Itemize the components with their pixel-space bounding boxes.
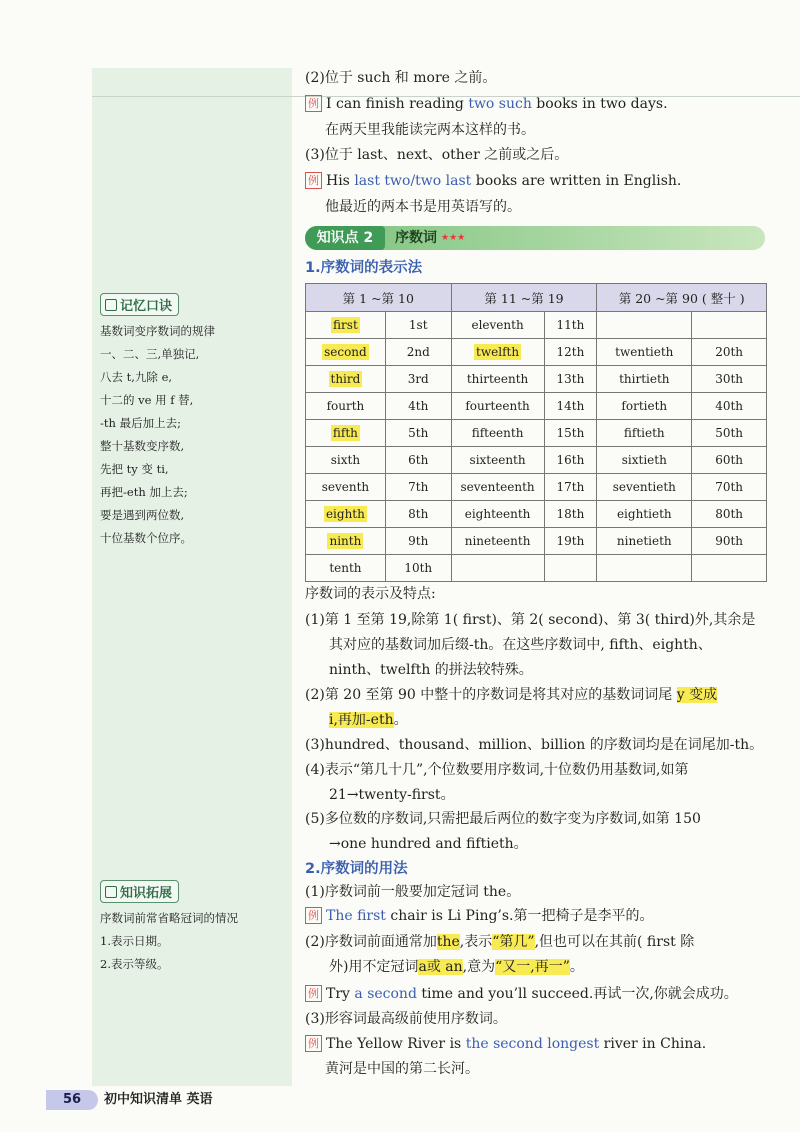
table-cell: ninetieth xyxy=(597,528,692,555)
table-row xyxy=(306,339,767,366)
text-line: (3)形容词最高级前使用序数词。 xyxy=(305,1011,507,1027)
text-line: (3)hundred、thousand、million、billion 的序数词均是在词尾加-th。 xyxy=(305,737,764,753)
table-header-row xyxy=(306,284,767,312)
example-mark: 例 xyxy=(305,1035,322,1052)
table-cell: ninth xyxy=(306,528,386,555)
sidebar-line: 要是遇到两位数, xyxy=(100,508,185,522)
table-cell: seventieth xyxy=(597,474,692,501)
note-icon xyxy=(105,886,117,898)
table-cell: 19th xyxy=(544,528,597,555)
table-cell: sixteenth xyxy=(451,447,544,474)
sidebar-line: 十二的 ve 用 f 替, xyxy=(100,393,194,407)
table-cell: 60th xyxy=(692,447,767,474)
table-cell: eightieth xyxy=(597,501,692,528)
table-cell: 7th xyxy=(385,474,451,501)
memo-box xyxy=(100,293,290,550)
sidebar-line: -th 最后加上去; xyxy=(100,416,181,430)
text-line: (3)位于 last、next、other 之前或之后。 xyxy=(305,147,569,163)
section-header xyxy=(305,226,765,250)
table-cell xyxy=(544,555,597,582)
table-cell: fiftieth xyxy=(597,420,692,447)
table-cell: 40th xyxy=(692,393,767,420)
table-cell: 9th xyxy=(385,528,451,555)
sidebar-line: 2.表示等级。 xyxy=(100,957,169,971)
sidebar-line: 再把-eth 加上去; xyxy=(100,485,188,499)
table-cell: tenth xyxy=(306,555,386,582)
table-cell: 4th xyxy=(385,393,451,420)
table-cell: third xyxy=(306,366,386,393)
text-line: (1)序数词前一般要加定冠词 the。 xyxy=(305,884,521,900)
book-title: 初中知识清单 英语 xyxy=(104,1092,213,1107)
text-line: 其对应的基数词加后缀-th。在这些序数词中, fifth、eighth、 xyxy=(329,637,712,653)
table-cell: seventeenth xyxy=(451,474,544,501)
table-row xyxy=(306,420,767,447)
section-label: 知识点 2 xyxy=(305,226,385,250)
table-cell: 15th xyxy=(544,420,597,447)
table-row xyxy=(306,555,767,582)
table-cell: seventh xyxy=(306,474,386,501)
translation-line: 他最近的两本书是用英语写的。 xyxy=(325,199,521,215)
text-line: (2)第 20 至第 90 中整十的序数词是将其对应的基数词词尾 y 变成 xyxy=(305,687,718,703)
sidebar-line: 八去 t,九除 e, xyxy=(100,370,173,384)
table-cell: fourteenth xyxy=(451,393,544,420)
text-line: 外)用不定冠词a或 an,意为“又一,再一”。 xyxy=(329,959,584,975)
extension-box xyxy=(100,880,290,976)
table-cell: twelfth xyxy=(451,339,544,366)
text-line: (2)序数词前面通常加the,表示“第几”,但也可以在其前( first 除 xyxy=(305,934,695,950)
table-cell: nineteenth xyxy=(451,528,544,555)
text-line: →one hundred and fiftieth。 xyxy=(329,836,528,852)
text-line: 序数词的表示及特点: xyxy=(305,586,436,602)
table-cell: twentieth xyxy=(597,339,692,366)
sidebar-line: 序数词前常省略冠词的情况 xyxy=(100,911,238,925)
table-cell: 6th xyxy=(385,447,451,474)
example-line: 例 His last two/two last books are written in English. xyxy=(305,171,681,191)
example-mark: 例 xyxy=(305,907,322,924)
table-cell xyxy=(597,312,692,339)
table-cell: 5th xyxy=(385,420,451,447)
sidebar-line: 十位基数个位序。 xyxy=(100,531,192,545)
table-header: 第 20 ~第 90 ( 整十 ) xyxy=(597,284,767,312)
example-line: 例 I can finish reading two such books in two days. xyxy=(305,94,668,114)
extension-title: 知识拓展 xyxy=(100,880,179,903)
table-header: 第 11 ~第 19 xyxy=(451,284,597,312)
table-cell: 11th xyxy=(544,312,597,339)
table-cell: 50th xyxy=(692,420,767,447)
table-cell: 14th xyxy=(544,393,597,420)
text-line: ninth、twelfth 的拼法较特殊。 xyxy=(329,662,533,678)
table-header: 第 1 ~第 10 xyxy=(306,284,452,312)
table-cell: first xyxy=(306,312,386,339)
table-cell: second xyxy=(306,339,386,366)
subheading: 2.序数词的用法 xyxy=(305,861,408,877)
example-mark: 例 xyxy=(305,985,322,1002)
section-title: 序数词 ★★★ xyxy=(395,230,466,246)
table-cell: 1st xyxy=(385,312,451,339)
sidebar-line: 整十基数变序数, xyxy=(100,439,185,453)
translation-line: 在两天里我能读完两本这样的书。 xyxy=(325,122,535,138)
table-cell: 18th xyxy=(544,501,597,528)
example-line: 例 The Yellow River is the second longest river in China. xyxy=(305,1034,706,1054)
table-row xyxy=(306,366,767,393)
table-cell: fifth xyxy=(306,420,386,447)
table-cell: 13th xyxy=(544,366,597,393)
table-cell xyxy=(451,555,544,582)
table-cell: fortieth xyxy=(597,393,692,420)
table-cell: 90th xyxy=(692,528,767,555)
text-line: (4)表示“第几十几”,个位数要用序数词,十位数仍用基数词,如第 xyxy=(305,762,689,778)
note-icon xyxy=(105,299,117,311)
example-mark: 例 xyxy=(305,95,322,112)
table-cell: fifteenth xyxy=(451,420,544,447)
table-cell: thirtieth xyxy=(597,366,692,393)
page-number: 56 xyxy=(46,1090,98,1110)
sidebar-line: 基数词变序数词的规律 xyxy=(100,324,215,338)
table-cell: fourth xyxy=(306,393,386,420)
ordinal-table xyxy=(305,283,767,582)
table-cell: 3rd xyxy=(385,366,451,393)
star-icon: ★★★ xyxy=(441,233,466,243)
table-cell: eleventh xyxy=(451,312,544,339)
table-row xyxy=(306,474,767,501)
translation-line: 黄河是中国的第二长河。 xyxy=(325,1061,479,1077)
text-line: i,再加-eth。 xyxy=(329,712,408,728)
example-line: 例 Try a second time and you’ll succeed.再试一次,你就会成功。 xyxy=(305,984,738,1004)
table-cell: 16th xyxy=(544,447,597,474)
sidebar-line: 一、二、三,单独记, xyxy=(100,347,200,361)
table-cell: 8th xyxy=(385,501,451,528)
table-cell: 20th xyxy=(692,339,767,366)
table-cell: sixth xyxy=(306,447,386,474)
table-row xyxy=(306,312,767,339)
table-cell: 10th xyxy=(385,555,451,582)
table-cell xyxy=(692,555,767,582)
table-cell: 80th xyxy=(692,501,767,528)
table-cell: 30th xyxy=(692,366,767,393)
memo-lines xyxy=(100,320,290,550)
memo-title: 记忆口诀 xyxy=(100,293,179,316)
table-cell: sixtieth xyxy=(597,447,692,474)
table-row xyxy=(306,528,767,555)
table-row xyxy=(306,447,767,474)
subheading: 1.序数词的表示法 xyxy=(305,260,423,276)
table-cell: eighth xyxy=(306,501,386,528)
text-line: (2)位于 such 和 more 之前。 xyxy=(305,70,497,86)
table-cell xyxy=(692,312,767,339)
text-line: (5)多位数的序数词,只需把最后两位的数字变为序数词,如第 150 xyxy=(305,811,701,827)
sidebar-line: 先把 ty 变 ti, xyxy=(100,462,169,476)
extension-lines xyxy=(100,907,290,976)
table-cell: 70th xyxy=(692,474,767,501)
table-cell xyxy=(597,555,692,582)
example-mark: 例 xyxy=(305,172,322,189)
table-row xyxy=(306,393,767,420)
example-line: 例 The first chair is Li Ping’s.第一把椅子是李平的。 xyxy=(305,906,654,926)
table-cell: 12th xyxy=(544,339,597,366)
table-cell: eighteenth xyxy=(451,501,544,528)
table-cell: thirteenth xyxy=(451,366,544,393)
table-row xyxy=(306,501,767,528)
table-cell: 2nd xyxy=(385,339,451,366)
sidebar-line: 1.表示日期。 xyxy=(100,934,169,948)
text-line: 21→twenty-first。 xyxy=(329,787,455,803)
text-line: (1)第 1 至第 19,除第 1( first)、第 2( second)、第 3( third)外,其余是 xyxy=(305,612,756,628)
table-cell: 17th xyxy=(544,474,597,501)
